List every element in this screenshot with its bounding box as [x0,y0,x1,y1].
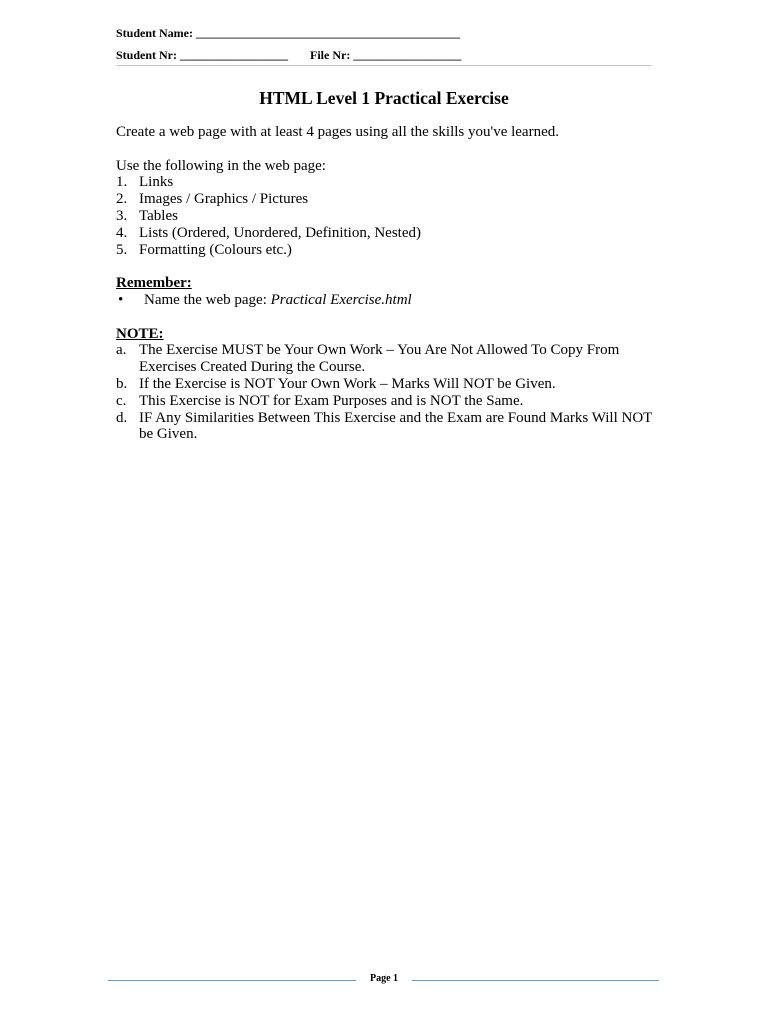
document-body [116,124,661,443]
list-marker: 5. [116,241,128,258]
student-name-field: Student Name: ____________________________________________ [116,26,460,40]
list-marker: 3. [116,207,128,224]
list-item [116,242,661,259]
use-intro: Use the following in the web page: [116,157,326,174]
intro-paragraph: Create a web page with at least 4 pages using all the skills you've learned. [116,124,559,140]
remember-item [116,292,661,309]
list-item [116,342,661,376]
list-item-text: Links [139,174,174,191]
list-item-text: IF Any Similarities Between This Exercise and the Exam are Found Marks Will NOT be Given. [139,409,653,443]
student-nr-field: Student Nr: __________________ [116,48,289,62]
list-item [116,208,661,225]
list-item-text: Formatting (Colours etc.) [139,241,292,258]
remember-text [144,292,412,309]
list-marker: 2. [116,191,128,208]
list-item-text: Lists (Ordered, Unordered, Definition, Nested) [139,224,421,241]
list-item [116,376,661,393]
document-header [116,24,652,68]
footer-divider-right [412,980,659,981]
footer-divider-left [108,980,356,981]
remember-prefix: Name the web page: [144,291,271,308]
list-marker: 4. [116,224,128,241]
list-item [116,174,661,191]
list-item-text: Images / Graphics / Pictures [139,191,309,208]
note-heading: NOTE: [116,325,164,342]
list-item [116,393,661,410]
list-item-text: Tables [139,207,178,224]
file-nr-field: File Nr: __________________ [310,48,462,62]
bullet-icon: • [118,291,124,308]
use-list [116,174,661,258]
list-marker: b. [116,375,128,392]
list-item-text: If the Exercise is NOT Your Own Work – Marks Will NOT be Given. [139,375,556,392]
remember-heading: Remember: [116,275,192,292]
list-marker: 1. [116,174,128,191]
list-item [116,191,661,208]
page-title: HTML Level 1 Practical Exercise [259,88,509,108]
list-item [116,410,661,444]
student-name-line [116,24,652,46]
list-item [116,225,661,242]
list-marker: c. [116,392,127,409]
list-item-text: The Exercise MUST be Your Own Work – You Are Not Allowed To Copy From Exercises Created During the Course. [139,342,620,376]
list-marker: d. [116,409,128,426]
page-number: Page 1 [369,973,399,984]
header-divider [116,65,652,66]
remember-filename: Practical Exercise.html [270,291,412,308]
list-marker: a. [116,342,127,359]
note-list [116,342,661,443]
list-item-text: This Exercise is NOT for Exam Purposes and is NOT the Same. [139,392,524,409]
page-footer [108,972,659,988]
